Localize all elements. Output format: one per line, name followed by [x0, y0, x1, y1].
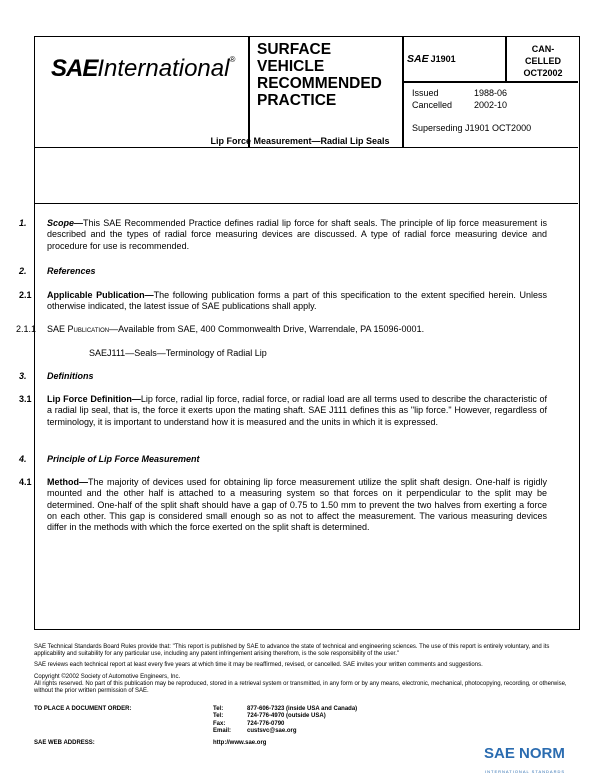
section-2-1: 2.1 Applicable Publication—The following publication forms a part of this specification to the extent specified herein. Unless otherwise indicated, the latest issue of SAE publications shall apply. — [19, 290, 548, 312]
logo-sae: SAE — [51, 55, 98, 82]
document-category: SURFACE VEHICLE RECOMMENDED PRACTICE — [257, 41, 382, 109]
footer-copyright: Copyright ©2002 Society of Automotive Engineers, Inc. — [34, 674, 181, 680]
logo-international: International — [97, 55, 230, 82]
section-1: 1. Scope—This SAE Recommended Practice defines radial lip force for shaft seals. The principle of lip force measurement is described and the types of radial force measuring devices are discussed. A type of radial force measuring device and procedure for use is recommended. — [19, 218, 547, 251]
logo-trademark: ® — [229, 55, 236, 64]
order-contacts: Tel: 877-606-7323 (inside USA and Canada) Tel: 724-776-4970 (outside USA) Fax: 724-776-0790 Email: custsvc@sae.org — [213, 706, 358, 734]
document-title: Lip Force Measurement—Radial Lip Seals — [210, 136, 390, 146]
footer-rules: SAE Technical Standards Board Rules provide that: "This report is published by SAE to advance the state of technical and engineering sciences. The use of this report is entirely voluntary, and its applicability and suitability for any particular use, including any patent infringement arising therefrom, is the sole responsibility of the user." — [34, 644, 550, 658]
sae-norm-logo: SAE NORM INTERNATIONAL STANDARDS — [484, 745, 566, 774]
section-3: 3. Definitions — [19, 371, 94, 381]
reference-item: SAEJ111—Seals—Terminology of Radial Lip — [89, 348, 267, 358]
phone-inside-usa[interactable]: 877-606-7323 (inside USA and Canada) — [247, 706, 358, 712]
status-badge: CAN- CELLED OCT2002 — [523, 44, 563, 78]
web-link[interactable]: http://www.sae.org — [213, 740, 267, 746]
order-label: TO PLACE A DOCUMENT ORDER: — [34, 706, 132, 712]
section-4: 4. Principle of Lip Force Measurement — [19, 454, 200, 464]
email-link[interactable]: custsvc@sae.org — [247, 727, 297, 734]
sae-international-logo — [51, 55, 235, 83]
section-2-1-1: 2.1.1 SAE Publication—Available from SAE, 400 Commonwealth Drive, Warrendale, PA 15096-0001. — [16, 324, 425, 334]
footer-rights: All rights reserved. No part of this publication may be reproduced, stored in a retrieval system or transmitted, in any form or by any means, electronic, mechanical, photocopying, recording, or otherwise, without the prior written permission of SAE. — [34, 681, 567, 695]
footer-review: SAE reviews each technical report at least every five years at which time it may be reaffirmed, revised, or cancelled. SAE invites your written comments and suggestions. — [34, 662, 483, 668]
title-bar — [35, 147, 578, 204]
issue-dates: Issued 1988-06 Cancelled 2002-10 — [412, 88, 508, 110]
phone-outside-usa[interactable]: 724-776-4970 (outside USA) — [247, 713, 326, 720]
superseding-note: Superseding J1901 OCT2000 — [412, 123, 532, 133]
section-2: 2. References — [19, 266, 96, 276]
section-4-1: 4.1 Method—The majority of devices used for obtaining lip force measurement utilize the split shaft design. One-half is rigidly mounted and the other half is attached to a measuring system so that forces on it perpendicular to the split may be determined. One-half of the split shaft should have a gap of 0.75 to 1.50 mm to prevent the two halves from exerting a force on each other. This gap is considered small enough so as not to affect the measurement. The various measuring devices differ in the methods with which the force exerted on the split shaft is determined. — [19, 477, 547, 533]
section-3-1: 3.1 Lip Force Definition—Lip force, radial lip force, radial force, or radial load are all terms used to describe the characteristic of a radial lip seal, that is, the force it exerts upon the mating shaft. SAE J111 defines this as "lip force." However, regardless of terminology, it is important to understand how it is measured and the units in which it is expressed. — [19, 394, 547, 427]
web-label: SAE WEB ADDRESS: — [34, 740, 95, 746]
document-number: SAE J1901 — [407, 53, 456, 65]
fax-number: 724-776-0790 — [247, 720, 285, 727]
header-block — [35, 37, 578, 148]
